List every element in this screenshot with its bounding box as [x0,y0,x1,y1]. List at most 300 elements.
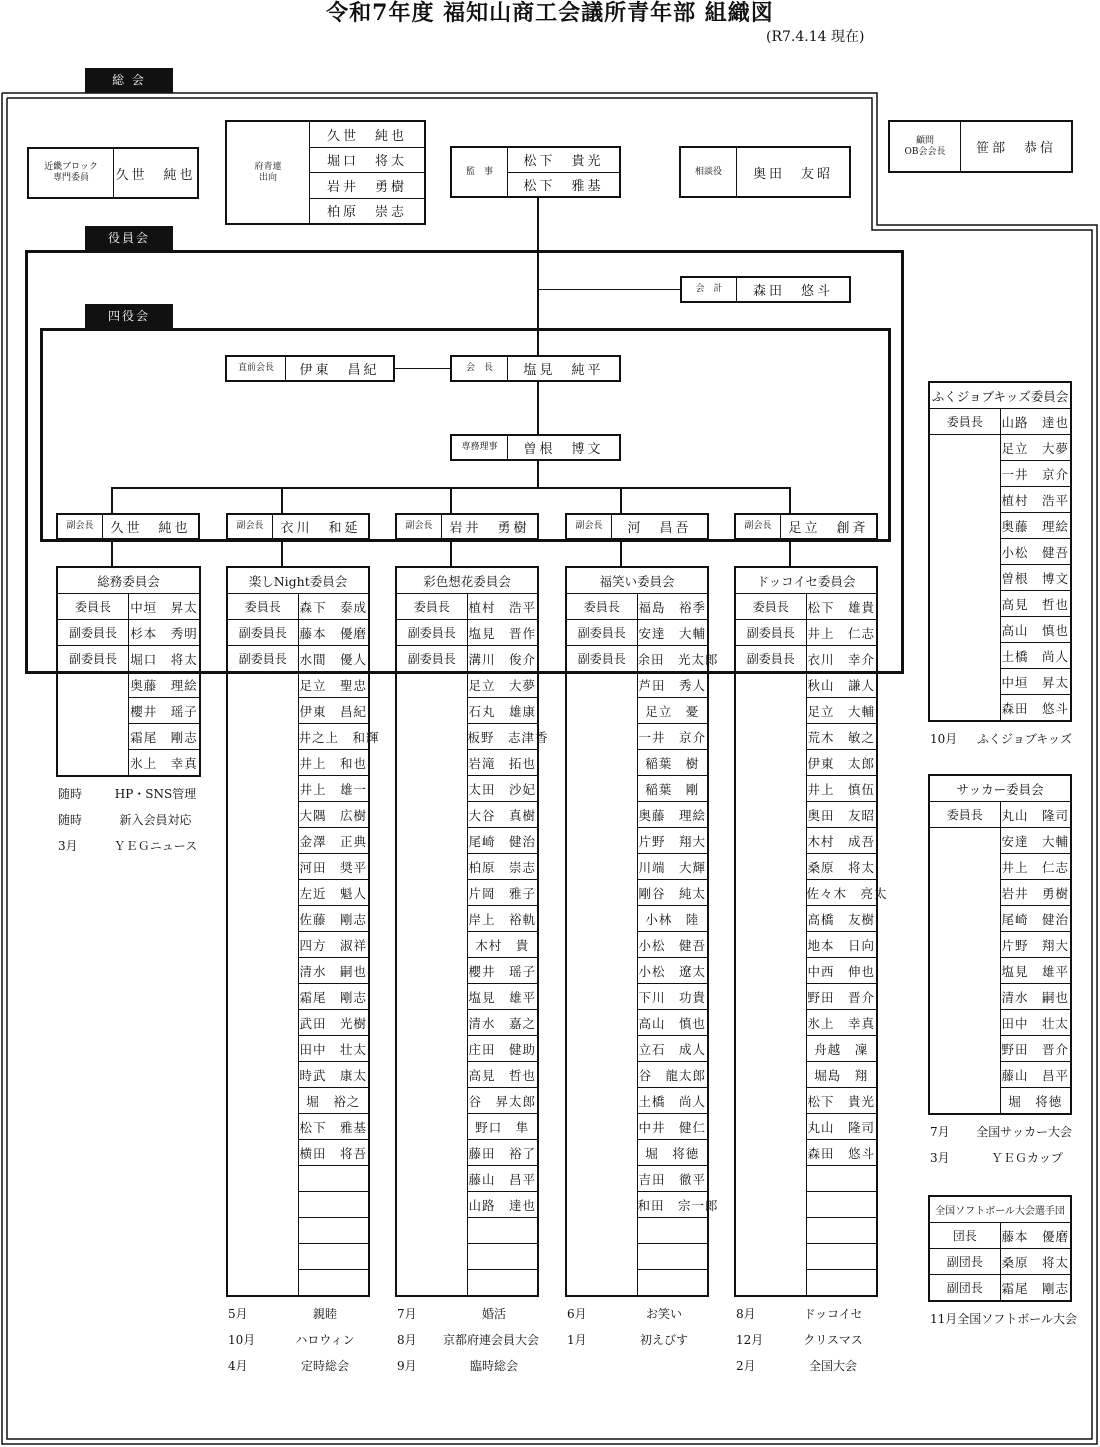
committee-table [928,381,1072,722]
member-row [929,591,1071,617]
event-month: 2月 [736,1359,756,1373]
committee-name: ドッコイセ委員会 [735,567,877,594]
member-name: 秋山 謙人 [806,672,877,698]
member-row [227,698,369,724]
member-row [227,750,369,776]
member-name [806,1270,877,1297]
member-row [929,906,1071,932]
komon-box [888,120,1073,173]
auditor-name: 松下 貴光 [508,148,619,173]
member-name: 庄田 健助 [467,1036,538,1062]
event-month: 随時 [58,787,83,801]
member-name: 曽根 博文 [1000,565,1071,591]
member-spacer [929,669,1000,695]
member-row [227,776,369,802]
member-name: 奥田 友昭 [806,802,877,828]
member-spacer [735,724,806,750]
member-spacer [227,1140,298,1166]
committee-drop [111,538,113,566]
member-row [396,1062,538,1088]
member-name: 柏原 崇志 [467,854,538,880]
member-spacer [227,1218,298,1244]
member-spacer [929,854,1000,880]
treasurer-box [680,276,851,303]
member-row [735,1218,877,1244]
member-name: 小松 健吾 [637,932,708,958]
event-month: 9月 [397,1359,417,1373]
auditor-label: 監 事 [452,148,508,196]
vice-president-label: 副会長 [58,515,103,538]
member-name: 清水 嗣也 [298,958,369,984]
member-spacer [735,1088,806,1114]
event-item [226,1327,370,1353]
member-spacer [566,1088,637,1114]
member-name [298,1244,369,1270]
vice-president-name: 河 昌吾 [627,521,692,536]
main-vertical-line [537,198,539,438]
member-name [298,1218,369,1244]
member-spacer [929,565,1000,591]
member-spacer [566,932,637,958]
president-box [450,355,621,382]
member-spacer [396,802,467,828]
committee-name: 全国ソフトボール大会選手団 [929,1196,1071,1223]
member-name: 横田 将吾 [298,1140,369,1166]
event-name: 臨時総会 [469,1359,518,1373]
committee-drop [789,538,791,566]
member-spacer [227,1010,298,1036]
leader-row [57,594,200,620]
member-row [566,776,708,802]
member-spacer [227,698,298,724]
member-spacer [227,1036,298,1062]
member-row [227,1192,369,1218]
member-row [566,1192,708,1218]
role-label: 委員長 [929,409,1000,435]
member-spacer [566,906,637,932]
member-spacer [929,958,1000,984]
member-name: 中垣 昇太 [129,594,201,620]
member-name: 堀島 翔 [806,1062,877,1088]
committee-fukuwarai [565,566,719,1353]
member-spacer [396,854,467,880]
member-row [227,1036,369,1062]
committee-table [734,566,888,1297]
role-label: 委員長 [566,594,637,620]
member-row [735,724,877,750]
member-row [396,1088,538,1114]
event-name: 親睦 [312,1307,337,1321]
committee-header-row [929,1196,1071,1223]
event-item [395,1353,539,1379]
four-officers-tag: 四役会 [85,304,173,329]
member-row [57,698,200,724]
committee-name: 福笑い委員会 [566,567,708,594]
member-name: 太田 沙妃 [467,776,538,802]
member-row [227,854,369,880]
committee-softball [928,1195,1078,1332]
member-name: 立石 成人 [637,1036,708,1062]
member-name: 奥藤 理絵 [1000,513,1071,539]
member-spacer [396,1036,467,1062]
member-name: 霜尾 剛志 [1000,1275,1071,1302]
member-name: 山路 達也 [467,1192,538,1218]
event-item [56,833,201,859]
event-list [395,1301,539,1379]
member-spacer [735,906,806,932]
member-spacer [929,695,1000,722]
member-spacer [929,435,1000,461]
member-row [227,1244,369,1270]
member-name: 野口 隼 [467,1114,538,1140]
member-spacer [227,672,298,698]
advisor-box [679,146,851,198]
member-row [735,1270,877,1297]
member-name: 田中 壮太 [298,1036,369,1062]
member-row [566,1114,708,1140]
member-spacer [566,1192,637,1218]
member-row [57,672,200,698]
member-row [396,1166,538,1192]
member-spacer [735,1218,806,1244]
member-row [735,1114,877,1140]
executive-label: 専務理事 [452,436,508,459]
member-row [566,1088,708,1114]
member-row [227,802,369,828]
member-spacer [566,724,637,750]
member-name: 武田 光樹 [298,1010,369,1036]
committee-saishiki [395,566,549,1379]
member-spacer [929,1088,1000,1115]
event-month: 7月 [930,1125,950,1139]
member-name: 岸上 裕軌 [467,906,538,932]
member-name: 植村 浩平 [1000,487,1071,513]
member-spacer [566,958,637,984]
member-spacer [227,828,298,854]
member-spacer [566,984,637,1010]
role-label: 副委員長 [566,620,637,646]
member-spacer [735,984,806,1010]
member-row [396,828,538,854]
member-row [227,1062,369,1088]
member-spacer [735,1192,806,1218]
member-spacer [566,1218,637,1244]
member-name [806,1192,877,1218]
committee-table [56,566,201,777]
leader-row [566,620,708,646]
member-row [735,854,877,880]
member-spacer [57,698,129,724]
committee-header-row [227,567,369,594]
member-name: 松下 雅基 [298,1114,369,1140]
member-name: 堀口 将太 [129,646,201,672]
auditor-box [450,146,621,198]
executive-down-line [537,460,539,488]
member-name: 地本 日向 [806,932,877,958]
event-name: お笑い [645,1307,682,1321]
member-name: 堀 将徳 [637,1140,708,1166]
member-spacer [396,1088,467,1114]
fuseiren-names [310,122,424,223]
role-label: 副委員長 [396,646,467,672]
member-row [396,1010,538,1036]
member-name [637,1244,708,1270]
committee-header-row [396,567,538,594]
member-name: 小林 陸 [637,906,708,932]
member-row [566,1244,708,1270]
event-month: 12月 [736,1333,764,1347]
member-name: 一井 京介 [637,724,708,750]
member-row [227,1166,369,1192]
member-spacer [566,1166,637,1192]
kinki-block-label: 近畿ブロック 専門委員 [29,149,114,197]
event-item [734,1301,878,1327]
as-of-date: (R7.4.14 現在) [766,29,865,45]
vice-president-box [226,513,370,540]
member-name: 井上 慎伍 [806,776,877,802]
leader-row [735,594,877,620]
event-name: HP・SNS管理 [114,787,197,801]
committee-name: 総務委員会 [57,567,200,594]
member-name: 森田 悠斗 [1000,695,1071,722]
event-name: 新入会員対応 [119,813,192,827]
committee-name: ふくジョブキッズ委員会 [929,382,1071,409]
member-row [566,958,708,984]
member-name: 小松 遼太 [637,958,708,984]
committee-header-row [57,567,200,594]
event-name: ふくジョブキッズ [976,732,1072,746]
role-label: 副委員長 [566,646,637,672]
member-name [467,1218,538,1244]
committee-name: 彩色想花委員会 [396,567,538,594]
member-row [227,984,369,1010]
leader-row [735,620,877,646]
member-row [396,1114,538,1140]
member-spacer [566,802,637,828]
member-spacer [929,617,1000,643]
member-spacer [735,750,806,776]
member-name: 福島 裕季 [637,594,708,620]
member-row [929,513,1071,539]
kinki-block-box [27,147,199,199]
committee-name: サッカー委員会 [929,775,1071,802]
member-row [929,1088,1071,1115]
member-spacer [227,880,298,906]
member-name: 霜尾 剛志 [129,724,201,750]
leader-row [566,646,708,672]
member-spacer [396,1192,467,1218]
past-president-connector [394,368,451,369]
committee-drop [620,538,622,566]
event-item [928,1306,1078,1332]
member-name: 剛谷 純太 [637,880,708,906]
member-row [566,750,708,776]
committee-dokkoise [734,566,888,1379]
committee-table [928,1195,1072,1302]
leader-row [396,594,538,620]
member-row [929,617,1071,643]
vice-president-box [734,513,878,540]
member-name: 金澤 正典 [298,828,369,854]
member-row [929,1010,1071,1036]
member-spacer [566,698,637,724]
member-name: 水間 優人 [298,646,369,672]
role-label: 委員長 [735,594,806,620]
member-name: 松下 貴光 [806,1088,877,1114]
member-name: 稲葉 樹 [637,750,708,776]
member-row [735,672,877,698]
member-spacer [396,672,467,698]
member-row [227,906,369,932]
member-row [929,958,1071,984]
member-row [929,435,1071,461]
member-spacer [929,539,1000,565]
event-item [734,1327,878,1353]
member-name [298,1192,369,1218]
role-label: 副団長 [929,1249,1000,1275]
member-name: 下川 功貴 [637,984,708,1010]
committee-drop [450,538,452,566]
member-name: 野田 晋介 [806,984,877,1010]
event-item [928,1119,1072,1145]
member-name: 霜尾 剛志 [298,984,369,1010]
member-row [929,854,1071,880]
member-row [735,880,877,906]
fuseiren-name: 堀口 将太 [310,148,424,174]
event-name: 婚活 [481,1307,506,1321]
member-name: 藤本 優磨 [298,620,369,646]
member-name: 杉本 秀明 [129,620,201,646]
event-list [226,1301,370,1379]
member-spacer [566,1036,637,1062]
member-name: 岩滝 拓也 [467,750,538,776]
member-row [735,750,877,776]
event-item [928,1145,1072,1171]
leader-row [396,620,538,646]
member-row [396,932,538,958]
member-spacer [227,1166,298,1192]
member-spacer [396,750,467,776]
committee-name: 楽しNight委員会 [227,567,369,594]
member-spacer [227,932,298,958]
member-row [929,932,1071,958]
event-month: 11月 [930,1312,958,1326]
event-month: 随時 [58,813,83,827]
member-spacer [396,724,467,750]
event-list [565,1301,709,1353]
president-label: 会 長 [452,357,508,380]
member-name: 河田 奨平 [298,854,369,880]
member-row [566,1218,708,1244]
member-spacer [735,1114,806,1140]
member-row [566,932,708,958]
member-name: 谷 昇太郎 [467,1088,538,1114]
member-spacer [929,513,1000,539]
member-spacer [735,1270,806,1297]
member-spacer [396,906,467,932]
member-name [467,1270,538,1297]
committee-header-row [735,567,877,594]
event-name: ハロウィン [295,1333,355,1347]
member-name: 森田 悠斗 [806,1140,877,1166]
member-spacer [929,984,1000,1010]
vice-president-box [56,513,200,540]
member-spacer [396,1140,467,1166]
member-spacer [396,698,467,724]
leader-row [929,1275,1071,1302]
member-spacer [57,672,129,698]
event-name: ドッコイセ [803,1307,863,1321]
member-name: 桑原 将太 [1000,1249,1071,1275]
event-item [226,1301,370,1327]
event-item [56,781,201,807]
member-name: 板野 志津香 [467,724,538,750]
member-row [396,1218,538,1244]
event-name: 定時総会 [300,1359,349,1373]
member-spacer [566,776,637,802]
member-spacer [227,1114,298,1140]
member-spacer [929,487,1000,513]
event-item [56,807,201,833]
member-row [735,932,877,958]
committee-header-row [929,775,1071,802]
member-name: 高見 哲也 [467,1062,538,1088]
event-item [734,1353,878,1379]
event-item [928,726,1072,752]
member-row [227,672,369,698]
member-row [227,958,369,984]
member-row [566,1166,708,1192]
event-month: 10月 [228,1333,256,1347]
leader-row [396,646,538,672]
member-spacer [396,1270,467,1297]
member-name [298,1270,369,1297]
member-row [396,1270,538,1297]
member-name: 藤田 裕了 [467,1140,538,1166]
member-name: 土橋 尚人 [637,1088,708,1114]
member-name: 衣川 幸介 [806,646,877,672]
member-row [227,1010,369,1036]
member-spacer [929,591,1000,617]
member-name: 足立 大夢 [467,672,538,698]
member-row [396,724,538,750]
member-row [396,672,538,698]
komon-label: 顧問 OB会会長 [890,122,961,171]
member-name [467,1244,538,1270]
fuseiren-label: 府青連 出向 [227,122,310,223]
member-name: 井上 仁志 [1000,854,1071,880]
member-row [396,984,538,1010]
member-spacer [566,1244,637,1270]
committee-soumu [56,566,201,859]
member-name: 高山 慎也 [1000,617,1071,643]
role-label: 副委員長 [57,646,129,672]
member-name: 片野 翔大 [1000,932,1071,958]
member-spacer [227,776,298,802]
member-row [396,776,538,802]
member-name: 中垣 昇太 [1000,669,1071,695]
leader-row [57,646,200,672]
member-spacer [227,984,298,1010]
committee-fukujob [928,381,1072,752]
member-name: 高山 慎也 [637,1010,708,1036]
member-spacer [566,880,637,906]
leader-row [929,409,1071,435]
member-name: 塩見 雄平 [1000,958,1071,984]
member-name: 桑原 将太 [806,854,877,880]
committee-table [226,566,380,1297]
member-row [735,958,877,984]
